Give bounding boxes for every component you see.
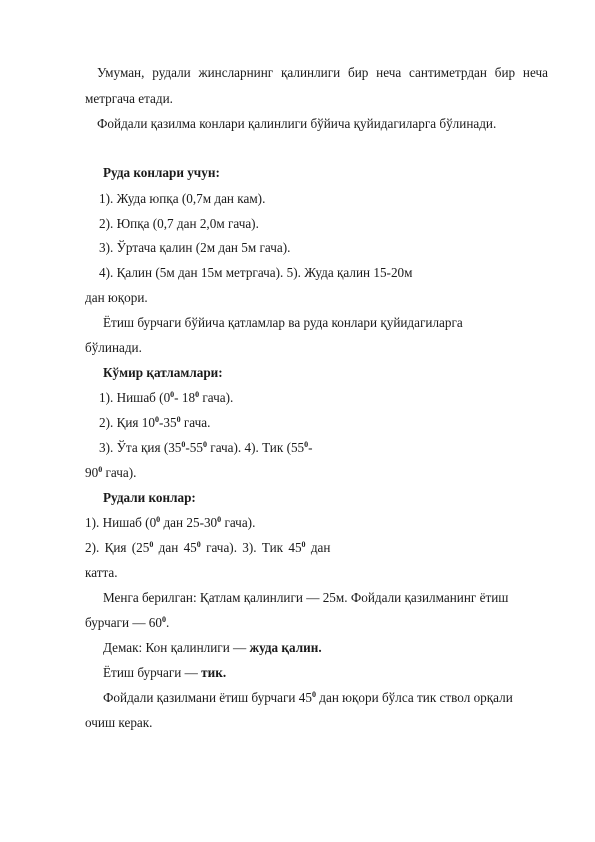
ore-dip-list-item-2-line-1: 2). Қия ($25^0$ дан $45^0$ гача). 3). Тик $45^0$ дан — [85, 540, 331, 555]
conclusion-line-1: Фойдали қазилмани ётиш бурчаги $45^0$ дан юқори бўлса тик ствол орқали — [103, 690, 513, 705]
ore-dip-list-item-1: 1). Нишаб ($0^0$ дан $25-30^0$ гача). — [85, 515, 256, 530]
ore-deposits-heading: Руда конлари учун: — [103, 165, 220, 180]
ore-dip-list-item-2-line-2: катта. — [85, 565, 118, 580]
paragraph-classification: Фойдали қазилма конлари қалинлиги бўйича қуйидагиларга бўлинади. — [97, 116, 497, 131]
given-data-line-1: Менга берилган: Қатлам қалинлиги — 25м. Фойдали қазилманинг ётиш — [103, 590, 509, 605]
ore-list-item-2: 2). Юпқа (0,7 дан 2,0м гача). — [99, 216, 259, 231]
given-data-line-2: бурчаги — $60^0$. — [85, 615, 170, 630]
result-dip-angle: Ётиш бурчаги — тик. — [103, 665, 227, 680]
paragraph-intro-line-2: метргача етади. — [85, 91, 173, 106]
ore-dip-heading: Рудали конлар: — [103, 490, 196, 505]
coal-seams-heading: Кўмир қатламлари: — [103, 365, 223, 380]
coal-list-item-1: 1). Нишаб ($0^0-$ $18^0$ гача). — [99, 390, 234, 405]
conclusion-line-2: очиш керак. — [85, 715, 153, 730]
coal-list-item-2: 2). Қия $10^0-35^0$ гача. — [99, 415, 211, 430]
paragraph-intro-line-1: Умуман, рудали жинсларнинг қалинлиги бир неча сантиметрдан бир неча — [97, 65, 548, 80]
ore-list-item-3: 3). Ўртача қалин (2м дан 5м гача). — [99, 240, 291, 255]
coal-list-item-3-line-1: 3). Ўта қия ($35^0-55^0$ гача). 4). Тик ($55^0-$ — [99, 440, 313, 455]
result-thickness: Демак: Кон қалинлиги — жуда қалин. — [103, 640, 322, 655]
ore-list-item-1: 1). Жуда юпқа (0,7м дан кам). — [99, 191, 266, 206]
dip-angle-intro-line-2: бўлинади. — [85, 340, 142, 355]
ore-list-item-4-line-1: 4). Қалин (5м дан 15м метргача). 5). Жуда қалин 15-20м — [99, 265, 413, 280]
ore-list-item-4-line-2: дан юқори. — [85, 290, 148, 305]
dip-angle-intro-line-1: Ётиш бурчаги бўйича қатламлар ва руда конлари қуйидагиларга — [103, 315, 463, 330]
coal-list-item-3-line-2: $90^0$ гача). — [85, 465, 137, 480]
